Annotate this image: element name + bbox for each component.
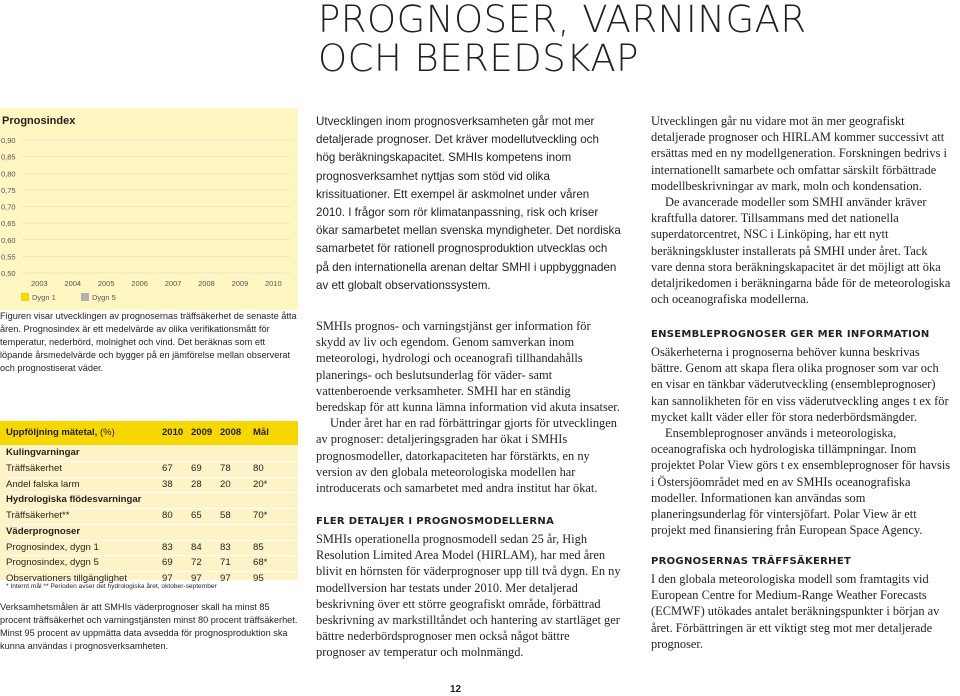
x-tick-label: 2004 [64,279,82,288]
metric-value-goal: 85 [253,541,264,553]
y-tick-label: 0,75 [1,185,16,195]
metric-value-v2009: 72 [191,557,202,568]
page-title-line2: OCH BEREDSKAP [318,37,639,80]
heading-ensembleprognoser: ENSEMBLEPROGNOSER GER MER INFORMATION [651,329,930,340]
metrics-header-2010: 2010 [162,427,184,438]
metric-value-v2008: 20 [220,478,231,490]
metrics-section-title: Hydrologiska flödesvarningar [6,494,142,505]
lead-paragraph: Utvecklingen inom prognosverksamheten går mot mer detaljerade prognoser. Det kräver modellutveckling och hög beräkningskapacitet. SMHIs kompetens inom prognosverksamhet nyttjas som stöd vid olika krissituationer. Ett exempel är askmolnet under våren 2010. I frågor som rör klimatanpassning, risk och kriser ökar samarbetet mellan svenska myndigheter. Det nordiska samarbetet för rationell prognosproduktion utvecklas och på den internationella arenan deltar SMHI i uppbyggnaden av ett globalt observationssystem. [316,115,621,292]
metrics-row [6,478,294,493]
row-divider [6,492,294,493]
metrics-header-goal: Mål [253,427,269,438]
metric-value-v2009: 84 [191,541,202,553]
metrics-row [6,462,294,477]
y-tick-label: 0,55 [1,252,16,262]
metric-value-goal: 95 [253,572,264,584]
y-tick-label: 0,60 [1,235,16,245]
metrics-header-label: Uppföljning mätetal, (%) [6,427,115,438]
metric-value-v2010: 67 [162,463,173,474]
legend-swatch [81,293,89,301]
col3-paragraph-3: Osäkerheterna i prognoserna behöver kunna beskrivas bättre. Genom att skapa flera olika prognoser som var och en visar en tänkbar väderutveckling (ensembleprognoser) kan sannolikheten för en viss väderutveckling anges t ex för mycket kallt väder eller för stora nederbördsmängder. [651,345,949,424]
metrics-row [6,541,294,556]
metric-value-v2010: 83 [162,541,173,553]
metric-label: Prognosindex, dygn 1 [6,541,99,553]
y-tick-label: 0,90 [1,136,16,145]
column-3-body [651,113,951,307]
col2-paragraph-1: SMHIs prognos- och varningstjänst ger information för skydd av liv och egendom. Genom samverkan inom meteorologi, hydrologi och oceanografi tillhandahålls planerings- och beslutsunderlag för väder- samt vattenberoende verksamheter. SMHI har en ständig beredskap för att kunna lämna information vid akuta insatser. [316,319,620,415]
legend-label: Dygn 1 [32,293,56,302]
page-title-line1: PROGNOSER, VARNINGAR [318,0,807,41]
y-tick-label: 0,50 [1,269,16,278]
targets-note: Verksamhetsmålen är att SMHIs väderprognoser skall ha minst 85 procent träffsäkerhet och varningstjänsten minst 80 procent träffsäkerhet. Minst 95 procent av uppmätta data avsedda för prognosproduktion ska kunna användas i prognosverksamheten. [0,602,298,651]
legend-swatch [21,293,29,301]
metric-label: Träffsäkerhet** [6,510,70,521]
metric-value-v2010: 97 [162,572,173,584]
metric-value-v2008: 83 [220,541,231,553]
metric-value-v2010: 80 [162,510,173,521]
col3-paragraph-2: De avancerade modeller som SMHI använder kräver kraftfulla datorer. Tillsammans med det nationella superdatorcentret, NSC i Linköping, har ett nytt beräkningskluster installerats på SMHI under året. Tack vare denna stora beräkningskapacitet är det möjligt att öka detaljrikedomen i beräkningarna både för de meteorologiska och oceanografiska modellerna. [651,195,951,307]
metric-value-goal: 70* [253,510,268,521]
metrics-section-title: Väderprognoser [6,525,81,537]
col2-paragraph-2: Under året har en rad förbättringar gjorts för utvecklingen av prognoser: detaljeringsgraden har ökat i SMHIs prognosmodeller, datorkapaciteten har förstärkts, en ny version av den globala meteorologiska modellen har introducerats och samarbetet med andra institut har ökat. [316,416,617,496]
metric-value-goal: 68* [253,557,268,568]
metric-label: Prognosindex, dygn 5 [6,557,99,568]
metric-label: Observationers tillgänglighet [6,572,128,584]
x-tick-label: 2003 [31,279,48,288]
metric-value-v2009: 28 [191,478,202,490]
metric-value-v2008: 58 [220,510,231,521]
chart-caption: Figuren visar utvecklingen av prognosernas träffsäkerhet de senaste åtta åren. Prognosindex är ett medelvärde av olika verifikationsmått för temperatur, nederbörd, molnighet och vind. Det beräknas som ett löpande årsmedelvärde och bygger på en jämförelse mellan observerat och prognostiserat väder. [0,311,297,373]
prognosindex-chart [0,108,298,310]
metrics-header-2009: 2009 [191,427,213,438]
x-tick-label: 2010 [265,279,282,288]
metrics-row [6,556,294,571]
col3-paragraph-4: Ensembleprognoser används i meteorologiska, oceanografiska och hydrologiska tillämpningar. Inom projektet Polar View görs t ex ensembleprognoser för havsis i Östersjöområdet med en av SMHIs oceanografiska modeller. Informationen kan användas som planeringsunderlag för vintersjöfart. Polar View är ett projekt med finansiering från European Space Agency. [651,426,951,538]
legend-label: Dygn 5 [92,293,116,302]
metrics-row [6,509,294,524]
heading-fler-detaljer: FLER DETALJER I PROGNOSMODELLERNA [316,516,555,527]
y-tick-label: 0,65 [1,219,16,229]
metrics-header-2008: 2008 [220,427,242,438]
x-tick-label: 2007 [164,279,182,288]
metric-label: Träffsäkerhet [6,463,62,474]
metric-value-v2008: 78 [220,463,231,474]
column-2-body [316,318,621,496]
x-tick-label: 2008 [198,279,215,288]
x-tick-label: 2005 [97,279,115,288]
col2-paragraph-3: SMHIs operationella prognosmodell sedan 25 år, High Resolution Limited Area Model (HIRLAM), har med åren blivit en hörnsten för väderprognoser upp till två dygn. En ny modellversion har testats under 2010. Mer detaljerad beskrivning över ett större geografiskt område, förbättrad beskrivning av markstilltåndet och hantering av startläget ger bättre nederbördsprognoser men också något bättre prognoser av temperatur och molnmängd. [316,532,621,660]
metrics-footnote: * Internt mål ** Perioden avser det hydrologiska året, oktober-september [6,583,217,590]
metric-value-goal: 80 [253,463,264,474]
metric-value-v2010: 38 [162,478,173,490]
y-tick-label: 0,80 [1,169,16,179]
metric-value-v2009: 69 [191,463,202,474]
metric-value-v2010: 69 [162,557,173,568]
y-tick-label: 0,70 [1,202,16,212]
page-number: 12 [450,684,462,695]
x-tick-label: 2009 [231,279,249,288]
metric-value-v2008: 71 [220,557,231,568]
metric-value-v2009: 65 [191,510,202,521]
metric-value-goal: 20* [253,478,268,490]
y-tick-label: 0,85 [1,152,16,162]
metrics-section-title: Kulingvarningar [6,447,80,458]
x-tick-label: 2006 [131,279,148,288]
column-3-body-2 [651,344,951,538]
metric-label: Andel falska larm [6,478,80,490]
metric-value-v2008: 97 [220,572,231,584]
col3-paragraph-1: Utvecklingen går nu vidare mot än mer geografiskt detaljerade prognoser och HIRLAM kommer successivt att ersättas med en ny modellgeneration. Forskningen bedrivs i internationellt samarbete och omfattar särskilt förbättrade modellbeskrivningar av mark, moln och kondensation. [651,114,947,193]
metric-value-v2009: 97 [191,572,202,584]
page-title [318,0,958,88]
chart-title: Prognosindex [2,115,76,127]
col3-paragraph-5: I den globala meteorologiska modell som framtagits vid European Centre for Medium-Range Weather Forecasts (ECMWF) utökades antalet beräkningspunkter i början av året. Förbättringen är ett viktigt steg mot mer detaljerade prognoser. [651,572,940,651]
heading-traffsakerhet: PROGNOSERNAS TRÄFFSÄKERHET [651,556,852,567]
row-divider [6,524,294,525]
